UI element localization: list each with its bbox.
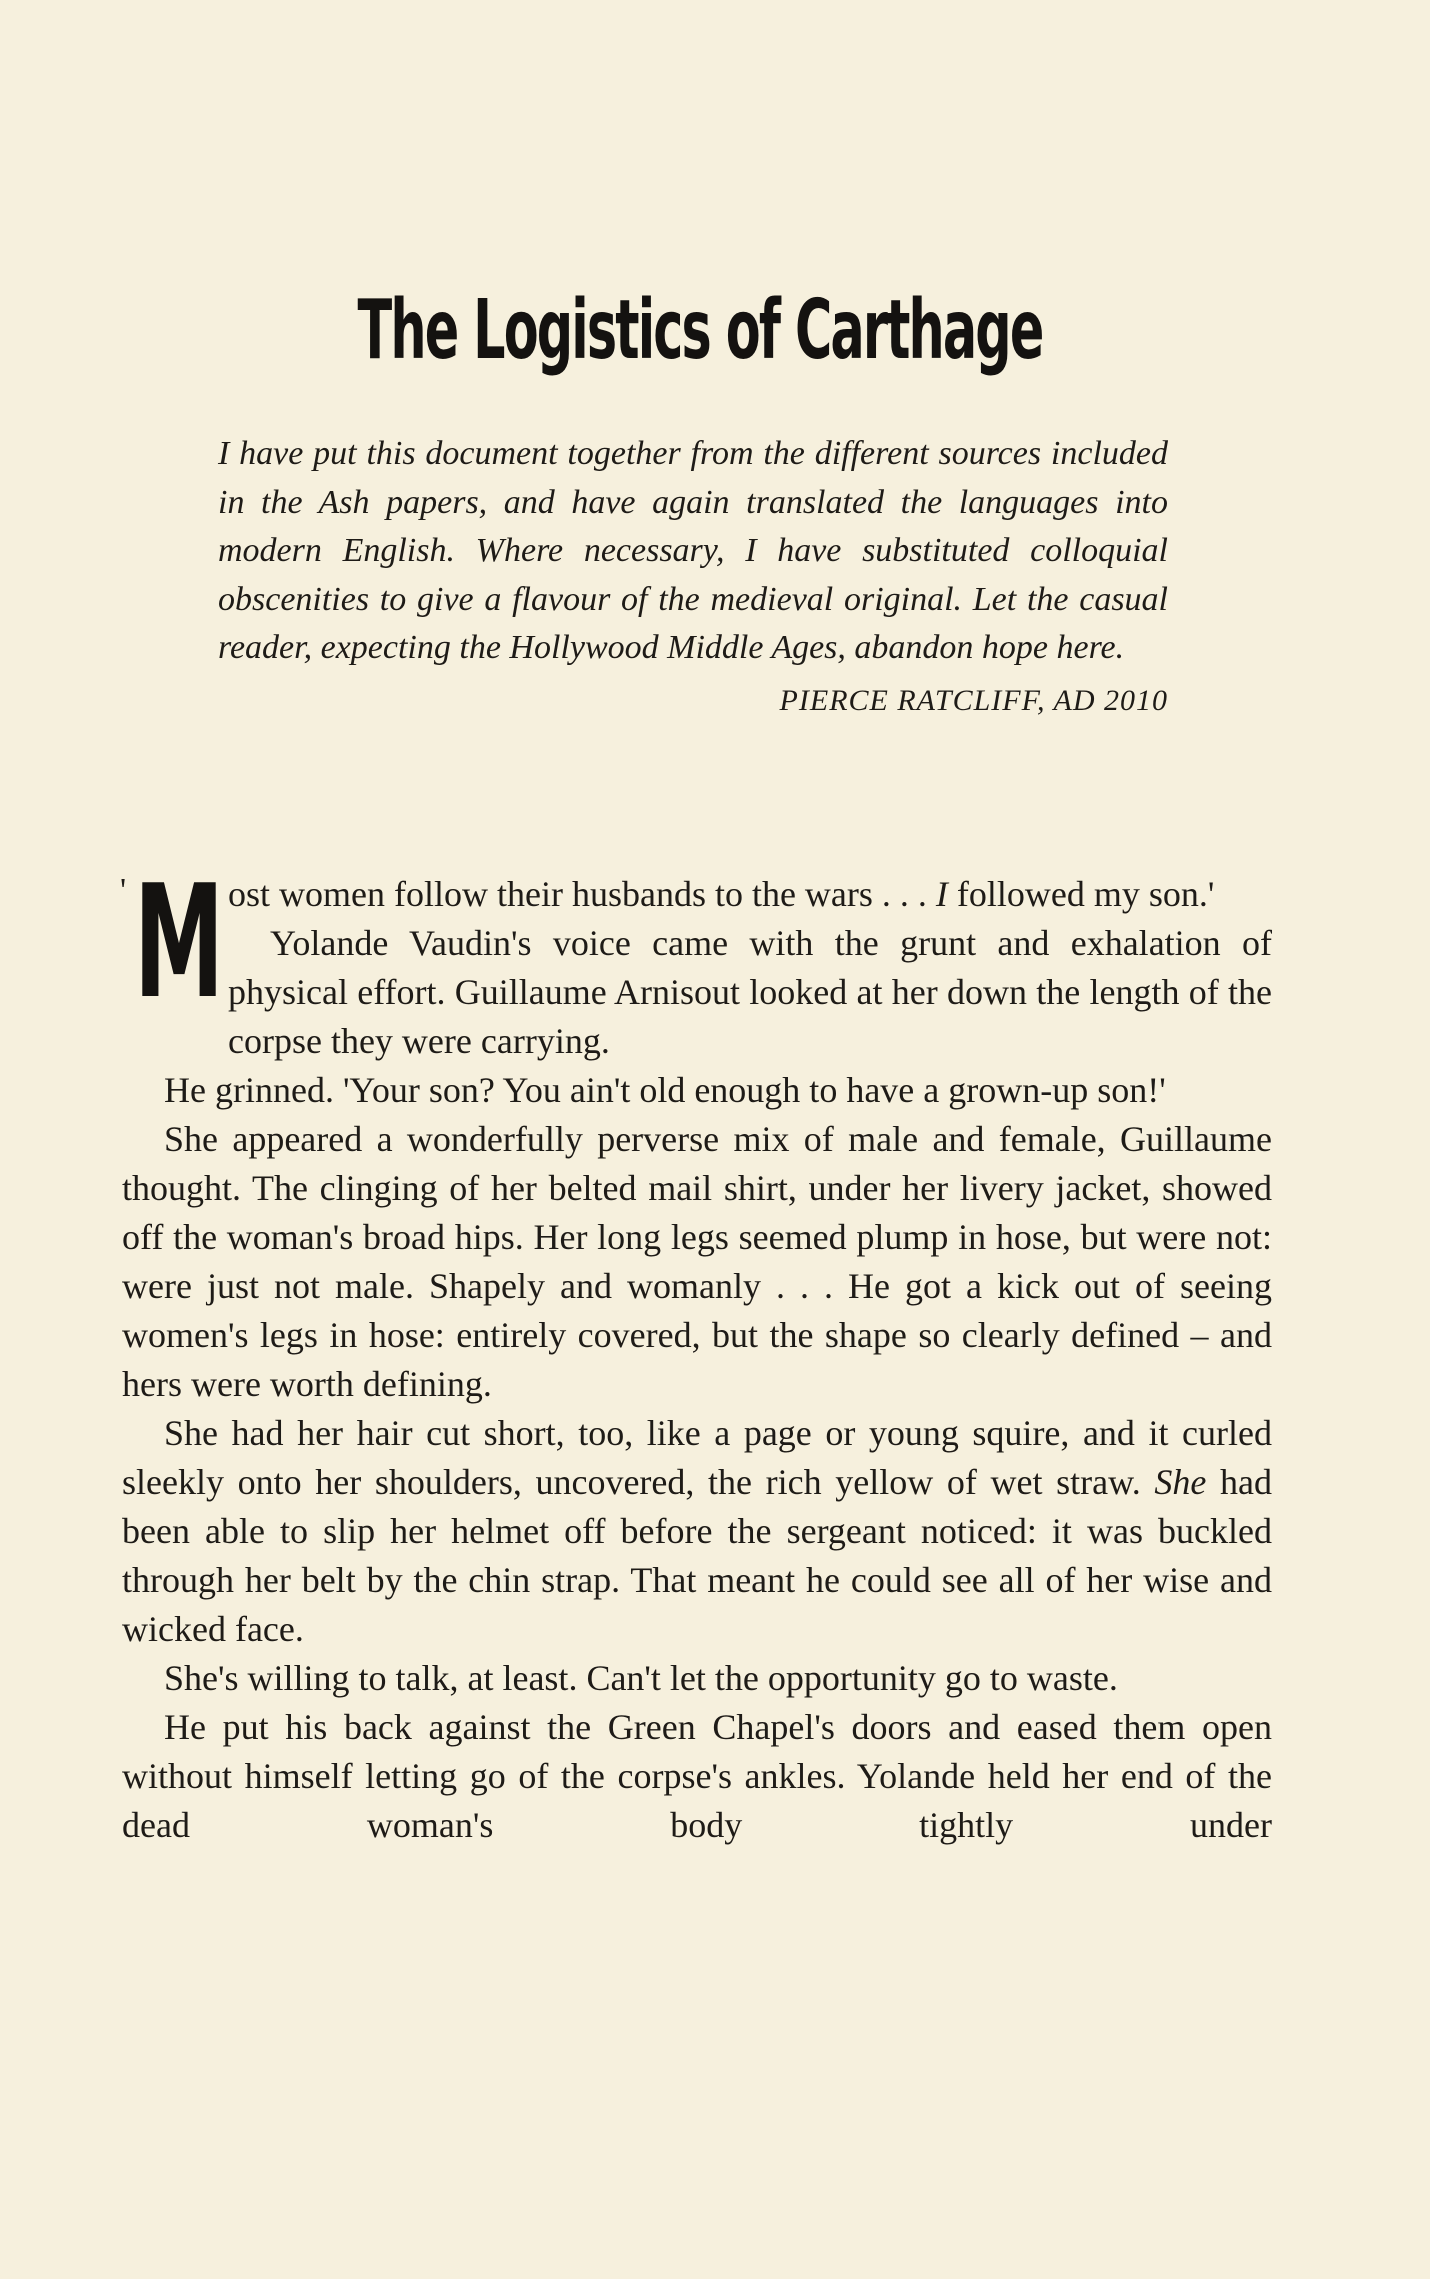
drop-cap-quote: ' (120, 872, 127, 909)
chapter-body (120, 851, 1272, 1850)
paragraph-1-rest: followed my son.' (947, 874, 1215, 914)
epigraph (218, 430, 1168, 721)
paragraph-1-lead: ost women follow their husbands to the wars . . . (228, 874, 936, 914)
drop-cap-letter: M (134, 851, 225, 1033)
paragraph-4: She appeared a wonderfully perverse mix of male and female, Guillaume thought. The clinging of her belted mail shirt, under her livery jacket, showed off the woman's broad hips. Her long legs seemed plump in hose, but were not: were just not male. Shapely and womanly . . . He got a kick out of seeing women's legs in hose: entirely covered, but the shape so clearly defined – and hers were worth defining. (122, 1119, 1272, 1404)
paragraph-7: He put his back against the Green Chapel's doors and eased them open without himself letting go of the corpse's ankles. Yolande held her end of the dead woman's body tightly under (122, 1707, 1272, 1845)
paragraph-5 (122, 1409, 1272, 1654)
paragraph-5-rest: had been able to slip her helmet off before the sergeant noticed: it was buckled through her belt by the chin strap. That meant he could see all of her wise and wicked face. (122, 1462, 1272, 1649)
drop-cap (120, 851, 225, 1033)
epigraph-attribution: PIERCE RATCLIFF, AD 2010 (779, 683, 1168, 717)
paragraph-3: He grinned. 'Your son? You ain't old enough to have a grown-up son!' (164, 1070, 1166, 1110)
paragraph-5-lead: She had her hair cut short, too, like a page or young squire, and it curled sleekly onto her shoulders, uncovered, the rich yellow of wet straw. (122, 1413, 1272, 1502)
paragraph-5-emphasis: She (1154, 1462, 1207, 1502)
paragraph-2: Yolande Vaudin's voice came with the grunt and exhalation of physical effort. Guillaume Arnisout looked at her down the length of the corpse they were carrying. (228, 923, 1272, 1061)
paragraph-6: She's willing to talk, at least. Can't let the opportunity go to waste. (164, 1658, 1118, 1698)
paragraph-1-emphasis: I (935, 874, 948, 914)
chapter-title: The Logistics of Carthage (357, 283, 1043, 378)
epigraph-text: I have put this document together from the different sources included in the Ash papers, and have again translated the languages into modern English. Where necessary, I have substituted colloquial obscenities to give a flavour of the medieval original. Let the casual reader, expecting the Hollywood Middle Ages, abandon hope here. (218, 435, 1168, 666)
